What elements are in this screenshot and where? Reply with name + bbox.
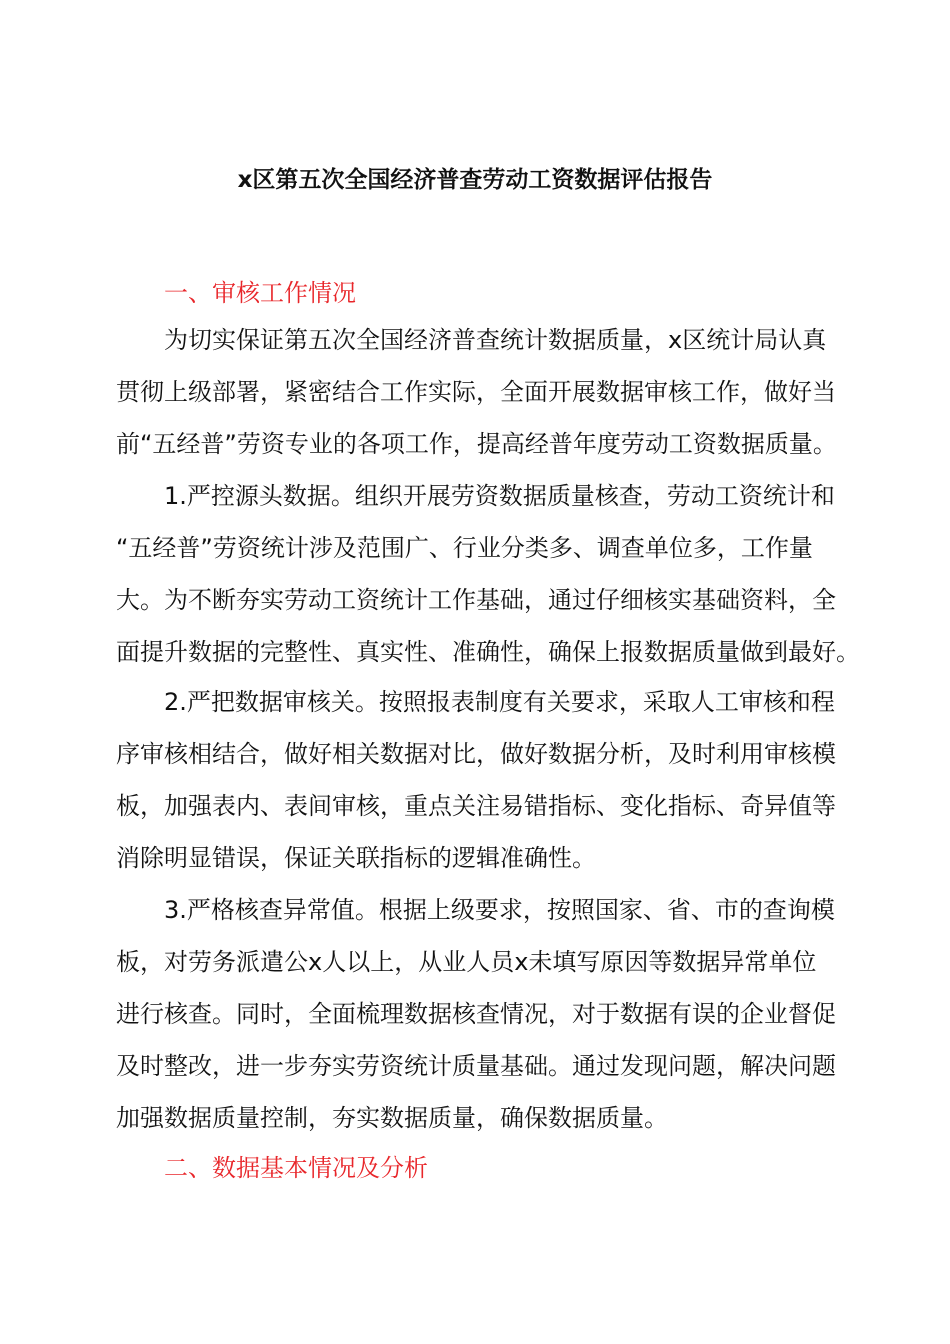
paragraph-line: 板，对劳务派遣公x人以上，从业人员x未填写原因等数据异常单位: [116, 948, 817, 976]
paragraph-line: 3.严格核查异常值。根据上级要求，按照国家、省、市的查询模: [164, 896, 835, 924]
section-heading-2: 二、数据基本情况及分析: [164, 1154, 428, 1182]
paragraph-line: 为切实保证第五次全国经济普查统计数据质量，x区统计局认真: [164, 326, 827, 354]
paragraph-line: 板，加强表内、表间审核，重点关注易错指标、变化指标、奇异值等: [116, 792, 836, 820]
paragraph-line: 面提升数据的完整性、真实性、准确性，确保上报数据质量做到最好。: [116, 638, 860, 666]
paragraph-line: 2.严把数据审核关。按照报表制度有关要求，采取人工审核和程: [164, 688, 835, 716]
paragraph-line: 贯彻上级部署，紧密结合工作实际，全面开展数据审核工作，做好当: [116, 378, 836, 406]
paragraph-line: “五经普”劳资统计涉及范围广、行业分类多、调查单位多，工作量: [116, 534, 813, 562]
paragraph-line: 消除明显错误，保证关联指标的逻辑准确性。: [116, 844, 596, 872]
section-heading-1: 一、审核工作情况: [164, 279, 356, 307]
paragraph-line: 进行核查。同时，全面梳理数据核查情况，对于数据有误的企业督促: [116, 1000, 836, 1028]
paragraph-line: 及时整改，进一步夯实劳资统计质量基础。通过发现问题，解决问题: [116, 1052, 836, 1080]
paragraph-line: 加强数据质量控制，夯实数据质量，确保数据质量。: [116, 1104, 668, 1132]
paragraph-line: 大。为不断夯实劳动工资统计工作基础，通过仔细核实基础资料，全: [116, 586, 836, 614]
document-title: x区第五次全国经济普查劳动工资数据评估报告: [237, 167, 713, 193]
paragraph-line: 序审核相结合，做好相关数据对比，做好数据分析，及时利用审核模: [116, 740, 836, 768]
paragraph-line: 前“五经普”劳资专业的各项工作，提高经普年度劳动工资数据质量。: [116, 430, 837, 458]
paragraph-line: 1.严控源头数据。组织开展劳资数据质量核查，劳动工资统计和: [164, 482, 835, 510]
